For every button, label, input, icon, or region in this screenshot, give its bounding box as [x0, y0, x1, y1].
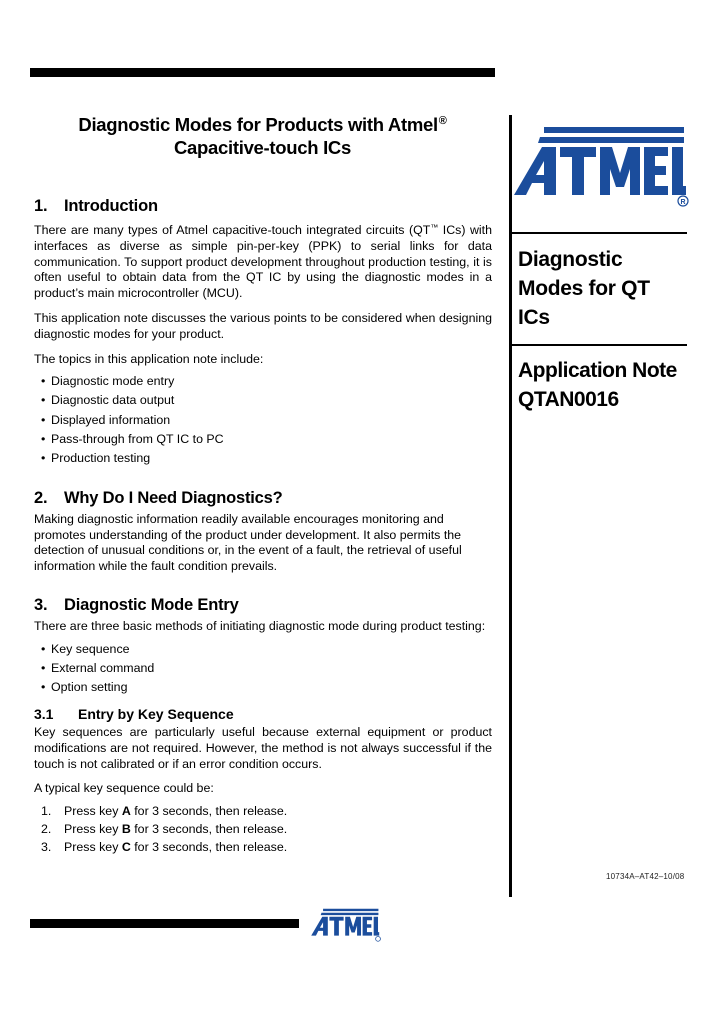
sidebar-title-line: Modes for QT	[518, 277, 650, 300]
step-text: for 3 seconds, then release.	[130, 822, 288, 837]
list-item: • Option setting	[41, 679, 492, 695]
sidebar-rule-top	[511, 232, 687, 234]
main-content	[34, 196, 492, 858]
section-number: 2.	[34, 488, 48, 507]
section-heading-why	[34, 488, 492, 508]
bottom-rule	[30, 919, 299, 928]
list-item: • Diagnostic mode entry	[41, 373, 492, 389]
step-text: Press key	[64, 840, 122, 855]
keyseq-paragraph-2: A typical key sequence could be:	[34, 781, 214, 796]
list-item: • External command	[41, 660, 492, 676]
trademark-mark: ™	[430, 223, 439, 232]
step-key: C	[121, 840, 131, 855]
list-item: • Pass-through from QT IC to PC	[41, 431, 492, 447]
step-number: 3.	[41, 840, 52, 855]
svg-text:R: R	[680, 199, 686, 206]
step-text: for 3 seconds, then release.	[130, 840, 288, 855]
document-number: 10734A–AT42–10/08	[606, 872, 685, 881]
keyseq-paragraph-1: Key sequences are particularly useful because external equipment or product modifications are not required. However, the method is not always successful if the touch is not calibrated or if an error condition occurs.	[34, 724, 492, 771]
topics-list	[34, 373, 492, 465]
step-number: 1.	[41, 804, 52, 819]
step-number: 2.	[41, 822, 52, 837]
step-key: B	[121, 822, 131, 837]
why-paragraph-1: Making diagnostic information readily available encourages monitoring and promotes understanding of the product under development. It also permits the detection of unusual conditions or, in the event of a fault, the retrieval of useful information while the fault condition prevails.	[34, 511, 462, 574]
subsection-number: 3.1	[34, 705, 54, 722]
step-item	[41, 821, 492, 837]
entry-paragraph-1: There are three basic methods of initiating diagnostic mode during product testing:	[34, 618, 486, 633]
intro-paragraph-1	[34, 220, 492, 302]
intro-paragraph-3: The topics in this application note include:	[34, 351, 264, 366]
atmel-footer-logo	[308, 908, 384, 947]
entry-methods-list	[34, 641, 492, 695]
intro-p1-text-b: ICs) with interfaces as diverse as simple pin-per-key (PPK) to serial links for data communication. To support product development throughout production testing, it is often useful to obtain data from the QT IC by using the diagnostic modes in a product’s main microcontroller (MCU).	[34, 223, 492, 301]
intro-paragraph-2: This application note discusses the various points to be considered when designing diagnostic modes for your product.	[34, 310, 492, 341]
top-rule	[30, 68, 495, 77]
section-heading-introduction	[34, 196, 492, 216]
section-number: 3.	[34, 595, 48, 614]
section-title: Introduction	[64, 197, 158, 215]
atmel-footer-logo-graphic	[308, 908, 384, 942]
section-number: 1.	[34, 197, 48, 215]
section-title: Why Do I Need Diagnostics?	[64, 488, 283, 507]
section-title: Diagnostic Mode Entry	[64, 595, 239, 614]
application-note-number: QTAN0016	[518, 388, 619, 411]
list-item: • Diagnostic data output	[41, 392, 492, 408]
atmel-logo	[514, 125, 690, 216]
intro-p1-text-a: There are many types of Atmel capacitive-touch integrated circuits (QT	[34, 223, 431, 237]
atmel-logo-graphic	[514, 125, 690, 211]
list-item: • Displayed information	[41, 412, 492, 428]
title-line-1: Diagnostic Modes for Products with Atmel	[78, 114, 438, 135]
sidebar-title-line: Diagnostic	[518, 248, 623, 271]
list-item: • Key sequence	[41, 641, 492, 657]
application-note-label: Application Note	[518, 359, 677, 382]
step-text: Press key	[64, 804, 122, 819]
sidebar-title	[518, 245, 688, 332]
sidebar-title-line: ICs	[518, 306, 550, 329]
step-item	[41, 839, 492, 855]
atmel-logo-text	[690, 125, 691, 126]
subsection-title: Entry by Key Sequence	[78, 705, 234, 722]
sidebar-application-note	[518, 356, 693, 414]
sidebar-rule-bottom	[511, 344, 687, 346]
subsection-heading-key-sequence	[34, 705, 492, 723]
list-item: • Production testing	[41, 450, 492, 466]
step-text: Press key	[64, 822, 122, 837]
step-item	[41, 803, 492, 819]
registered-mark: ®	[438, 115, 447, 127]
document-title	[30, 110, 495, 159]
step-key: A	[121, 804, 131, 819]
step-text: for 3 seconds, then release.	[130, 804, 288, 819]
atmel-footer-logo-text	[384, 908, 385, 909]
key-sequence-steps	[34, 803, 492, 855]
section-heading-entry	[34, 595, 492, 615]
title-line-2: Capacitive-touch ICs	[174, 137, 351, 158]
